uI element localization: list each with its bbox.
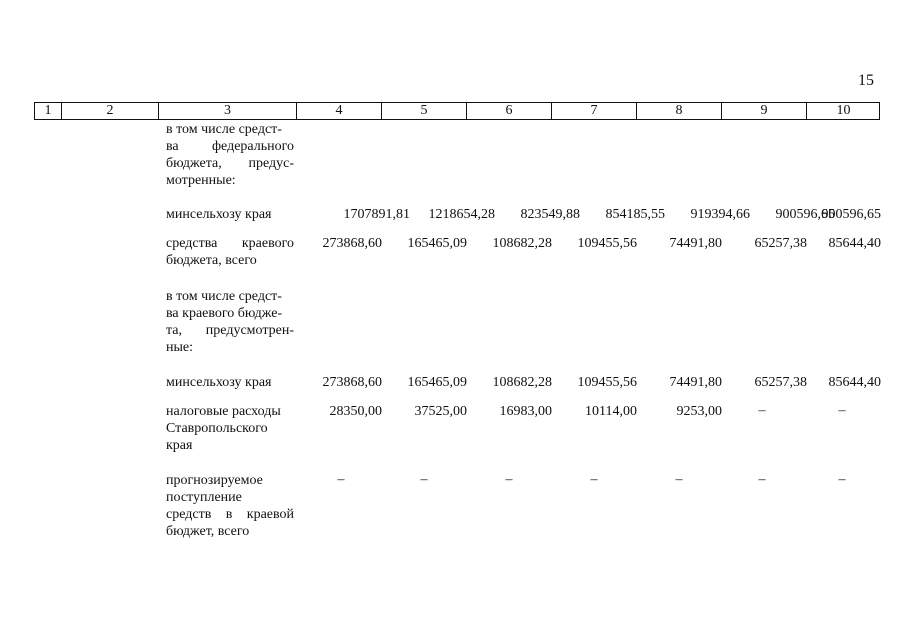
table-header-row (34, 102, 880, 120)
value-cell: 854185,55 (605, 207, 665, 222)
value-cell: – (420, 472, 428, 487)
row-label-forecast-revenue (166, 472, 294, 540)
value-cell: – (337, 472, 345, 487)
value-cell: 1707891,81 (343, 207, 410, 222)
value-cell: 108682,28 (492, 236, 552, 251)
value-cell: 85644,40 (828, 236, 881, 251)
label-line: та, предусмотрен- (166, 323, 294, 338)
value-cell: 10114,00 (585, 404, 637, 419)
label-line: поступление (166, 490, 242, 505)
row-label-ministry-federal (166, 206, 294, 223)
value-cell: 823549,88 (520, 207, 580, 222)
header-cell-8: 8 (636, 103, 721, 119)
header-cell-6: 6 (466, 103, 551, 119)
label-line: бюджета, всего (166, 253, 257, 268)
header-cell-7: 7 (551, 103, 636, 119)
header-cell-9: 9 (721, 103, 806, 119)
value-cell: – (758, 472, 766, 487)
label-line: ные: (166, 340, 194, 355)
header-cell-4: 4 (296, 103, 381, 119)
value-cell: 37525,00 (414, 404, 467, 419)
value-cell: 65257,38 (754, 236, 807, 251)
header-cell-10: 10 (806, 103, 880, 119)
value-cell: 85644,40 (828, 375, 881, 390)
header-cell-5: 5 (381, 103, 466, 119)
label-line: средства краевого (166, 236, 294, 251)
value-cell: 273868,60 (322, 375, 382, 390)
row-label-regional-total (166, 235, 294, 269)
label-line: края (166, 438, 193, 453)
value-cell: – (675, 472, 683, 487)
value-cell: – (838, 472, 846, 487)
label-line: средств в краевой (166, 507, 294, 522)
value-cell: 109455,56 (577, 375, 637, 390)
label-line: бюджет, всего (166, 524, 250, 539)
label-line: минсельхозу края (166, 207, 272, 222)
value-cell: 1218654,28 (428, 207, 495, 222)
row-label-federal-intro (166, 121, 294, 189)
header-cell-1: 1 (44, 103, 52, 118)
value-cell: 273868,60 (322, 236, 382, 251)
header-cell-2: 2 (61, 103, 158, 119)
row-label-ministry-regional (166, 374, 294, 391)
row-label-tax-expenses (166, 403, 294, 454)
label-line: мотренные: (166, 173, 236, 188)
value-cell: 74491,80 (669, 375, 722, 390)
value-cell: 165465,09 (407, 375, 467, 390)
label-line: прогнозируемое (166, 473, 263, 488)
value-cell: 74491,80 (669, 236, 722, 251)
label-line: ва краевого бюдже- (166, 306, 283, 321)
value-cell: 108682,28 (492, 375, 552, 390)
value-cell: – (758, 403, 766, 418)
value-cell: 65257,38 (754, 375, 807, 390)
label-line: налоговые расходы (166, 404, 281, 419)
value-cell: – (505, 472, 513, 487)
value-cell: 16983,00 (499, 404, 552, 419)
label-line: бюджета, предус- (166, 156, 294, 171)
value-cell: 900596,65 (775, 207, 835, 222)
label-line: в том числе средст- (166, 289, 282, 304)
header-cell-3: 3 (158, 103, 296, 119)
value-cell: – (838, 403, 846, 418)
value-cell: 919394,66 (690, 207, 750, 222)
page-number: 15 (858, 72, 874, 89)
value-cell: – (590, 472, 598, 487)
label-line: Ставропольского (166, 421, 268, 436)
value-cell: 9253,00 (676, 404, 722, 419)
row-label-regional-intro (166, 288, 294, 356)
value-cell: 28350,00 (329, 404, 382, 419)
label-line: ва федерального (166, 139, 294, 154)
value-cell: 900596,65 (821, 207, 881, 222)
value-cell: 165465,09 (407, 236, 467, 251)
label-line: в том числе средст- (166, 122, 282, 137)
value-cell: 109455,56 (577, 236, 637, 251)
label-line: минсельхозу края (166, 375, 272, 390)
